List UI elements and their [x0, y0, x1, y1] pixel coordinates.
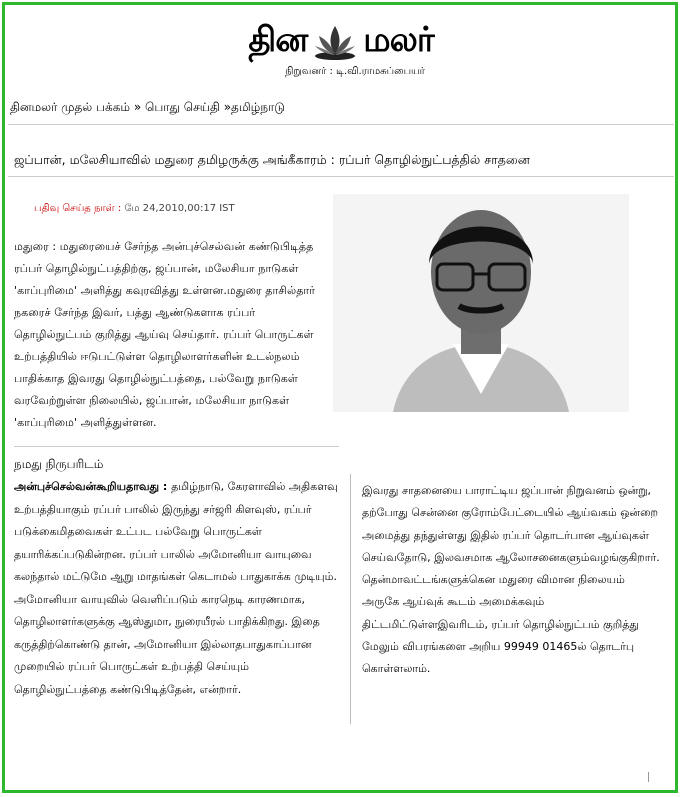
column-divider [350, 474, 351, 724]
article-headline: ஜப்பான், மலேசியாவில் மதுரை தமிழருக்கு அங்கீகாரம் : ரப்பர் தொழில்நுட்பத்தில் சாதனை [14, 152, 530, 167]
masthead [0, 20, 682, 78]
quote-text: தமிழ்நாடு, கேரளாவில் அதிகளவு உற்பத்தியாகும் ரப்பர் பாலில் இருந்து சர்ஜரி கிளவுஸ், ரப்பர் படுக்கைமிதவைகள் உட்பட பல்வேறு பொருட்கள் தயாரிக்கப்படுகின்றன. ரப்பர் பாலில் அமோனியா வாயுவை கலந்தால் மட்டுமே ஆறு மாதங்கள் கெடாமல் பாதுகாக்க முடியும். அமோனியா வாயுவில் வெளிப்படும் காரநெடி காரணமாக, தொழிலாளர்களுக்கு ஆஸ்துமா, நுரையீரல் பாதிக்கிறது. இதை கருத்திற்கொண்டு தான், அமோனியா இல்லாதபாதுகாப்பான முறையில் ரப்பர் பொருட்கள் உற்பத்தி செய்யும் தொழில்நுட்பத்தை கண்டுபிடித்தேன், என்றார். [14, 480, 338, 696]
divider [8, 124, 674, 125]
quote-lead: அன்புச்செல்வன்கூறியதாவது : [14, 480, 172, 493]
divider [14, 446, 339, 447]
breadcrumb-section[interactable]: பொது செய்தி [145, 100, 220, 114]
article-column2-paragraph: இவரது சாதனையை பாராட்டிய ஜப்பான் நிறுவனம் ஒன்று, தற்போது சென்னை குரோம்பேட்டையில் ஆய்வகம் ஒன்றை அமைத்து தந்துள்ளது இதில் ரப்பர் தொடர்பான ஆய்வுகள் செய்வதோடு, இலவசமாக ஆலோசனைகளும்வழங்குகிறார். தென்மாவட்டங்களுக்கென மதுரை விமான நிலையம் அருகே ஆய்வுக் கூடம் அமைக்கவும் திட்டமிட்டுள்ளஇவரிடம், ரப்பர் தொழில்நுட்பம் குறித்து மேலும் விபரங்களை அறிய 99949 01465ல் தொடர்பு கொள்ளலாம். [362, 484, 660, 676]
founder-line: நிறுவனர் : டி.வி.ராமசுப்பையர் [285, 66, 425, 77]
lotus-icon [313, 22, 357, 62]
dateline [34, 203, 235, 215]
article-photo [333, 194, 629, 412]
logo-text-left: தின [248, 20, 308, 60]
breadcrumb [10, 100, 285, 116]
breadcrumb-separator: » [130, 100, 146, 114]
breadcrumb-subsection[interactable]: தமிழ்நாடு [231, 100, 286, 114]
breadcrumb-separator: » [219, 100, 232, 114]
date-label: பதிவு செய்த நாள் : [34, 203, 125, 214]
date-value: மே 24,2010,00:17 IST [124, 203, 235, 214]
newspaper-logo[interactable] [248, 20, 433, 64]
article-subhead: நமது நிருபரிடம் [14, 457, 104, 471]
article-lead-paragraph: மதுரை : மதுரையைச் சேர்ந்த அன்புச்செல்வன் கண்டுபிடித்த ரப்பர் தொழில்நுட்பத்திற்கு, ஜப்பான், மலேசியா நாடுகள் 'காப்புரிமை' அளித்து கவுரவித்து உள்ளன.மதுரை தாசில்தார் நகரைச் சேர்ந்த இவர், பத்து ஆண்டுகளாக ரப்பர் தொழில்நுட்பம் குறித்து ஆய்வு செய்தார். ரப்பர் பொருட்கள் உற்பத்தியில் ஈடுபட்டுள்ள தொழிலாளர்களின் உடல்நலம் பாதிக்காத இவரது தொழில்நுட்பத்தை, பல்வேறு நாடுகள் வரவேற்றுள்ள நிலையில், ஜப்பான், மலேசியா நாடுகள் 'காப்புரிமை' அளித்துள்ளன. [14, 240, 316, 429]
article-quote-paragraph [14, 476, 344, 701]
divider [648, 772, 649, 782]
breadcrumb-home[interactable]: தினமலர் முதல் பக்கம் [10, 100, 131, 114]
divider [8, 176, 674, 177]
logo-text-right: மலர் [363, 20, 434, 60]
